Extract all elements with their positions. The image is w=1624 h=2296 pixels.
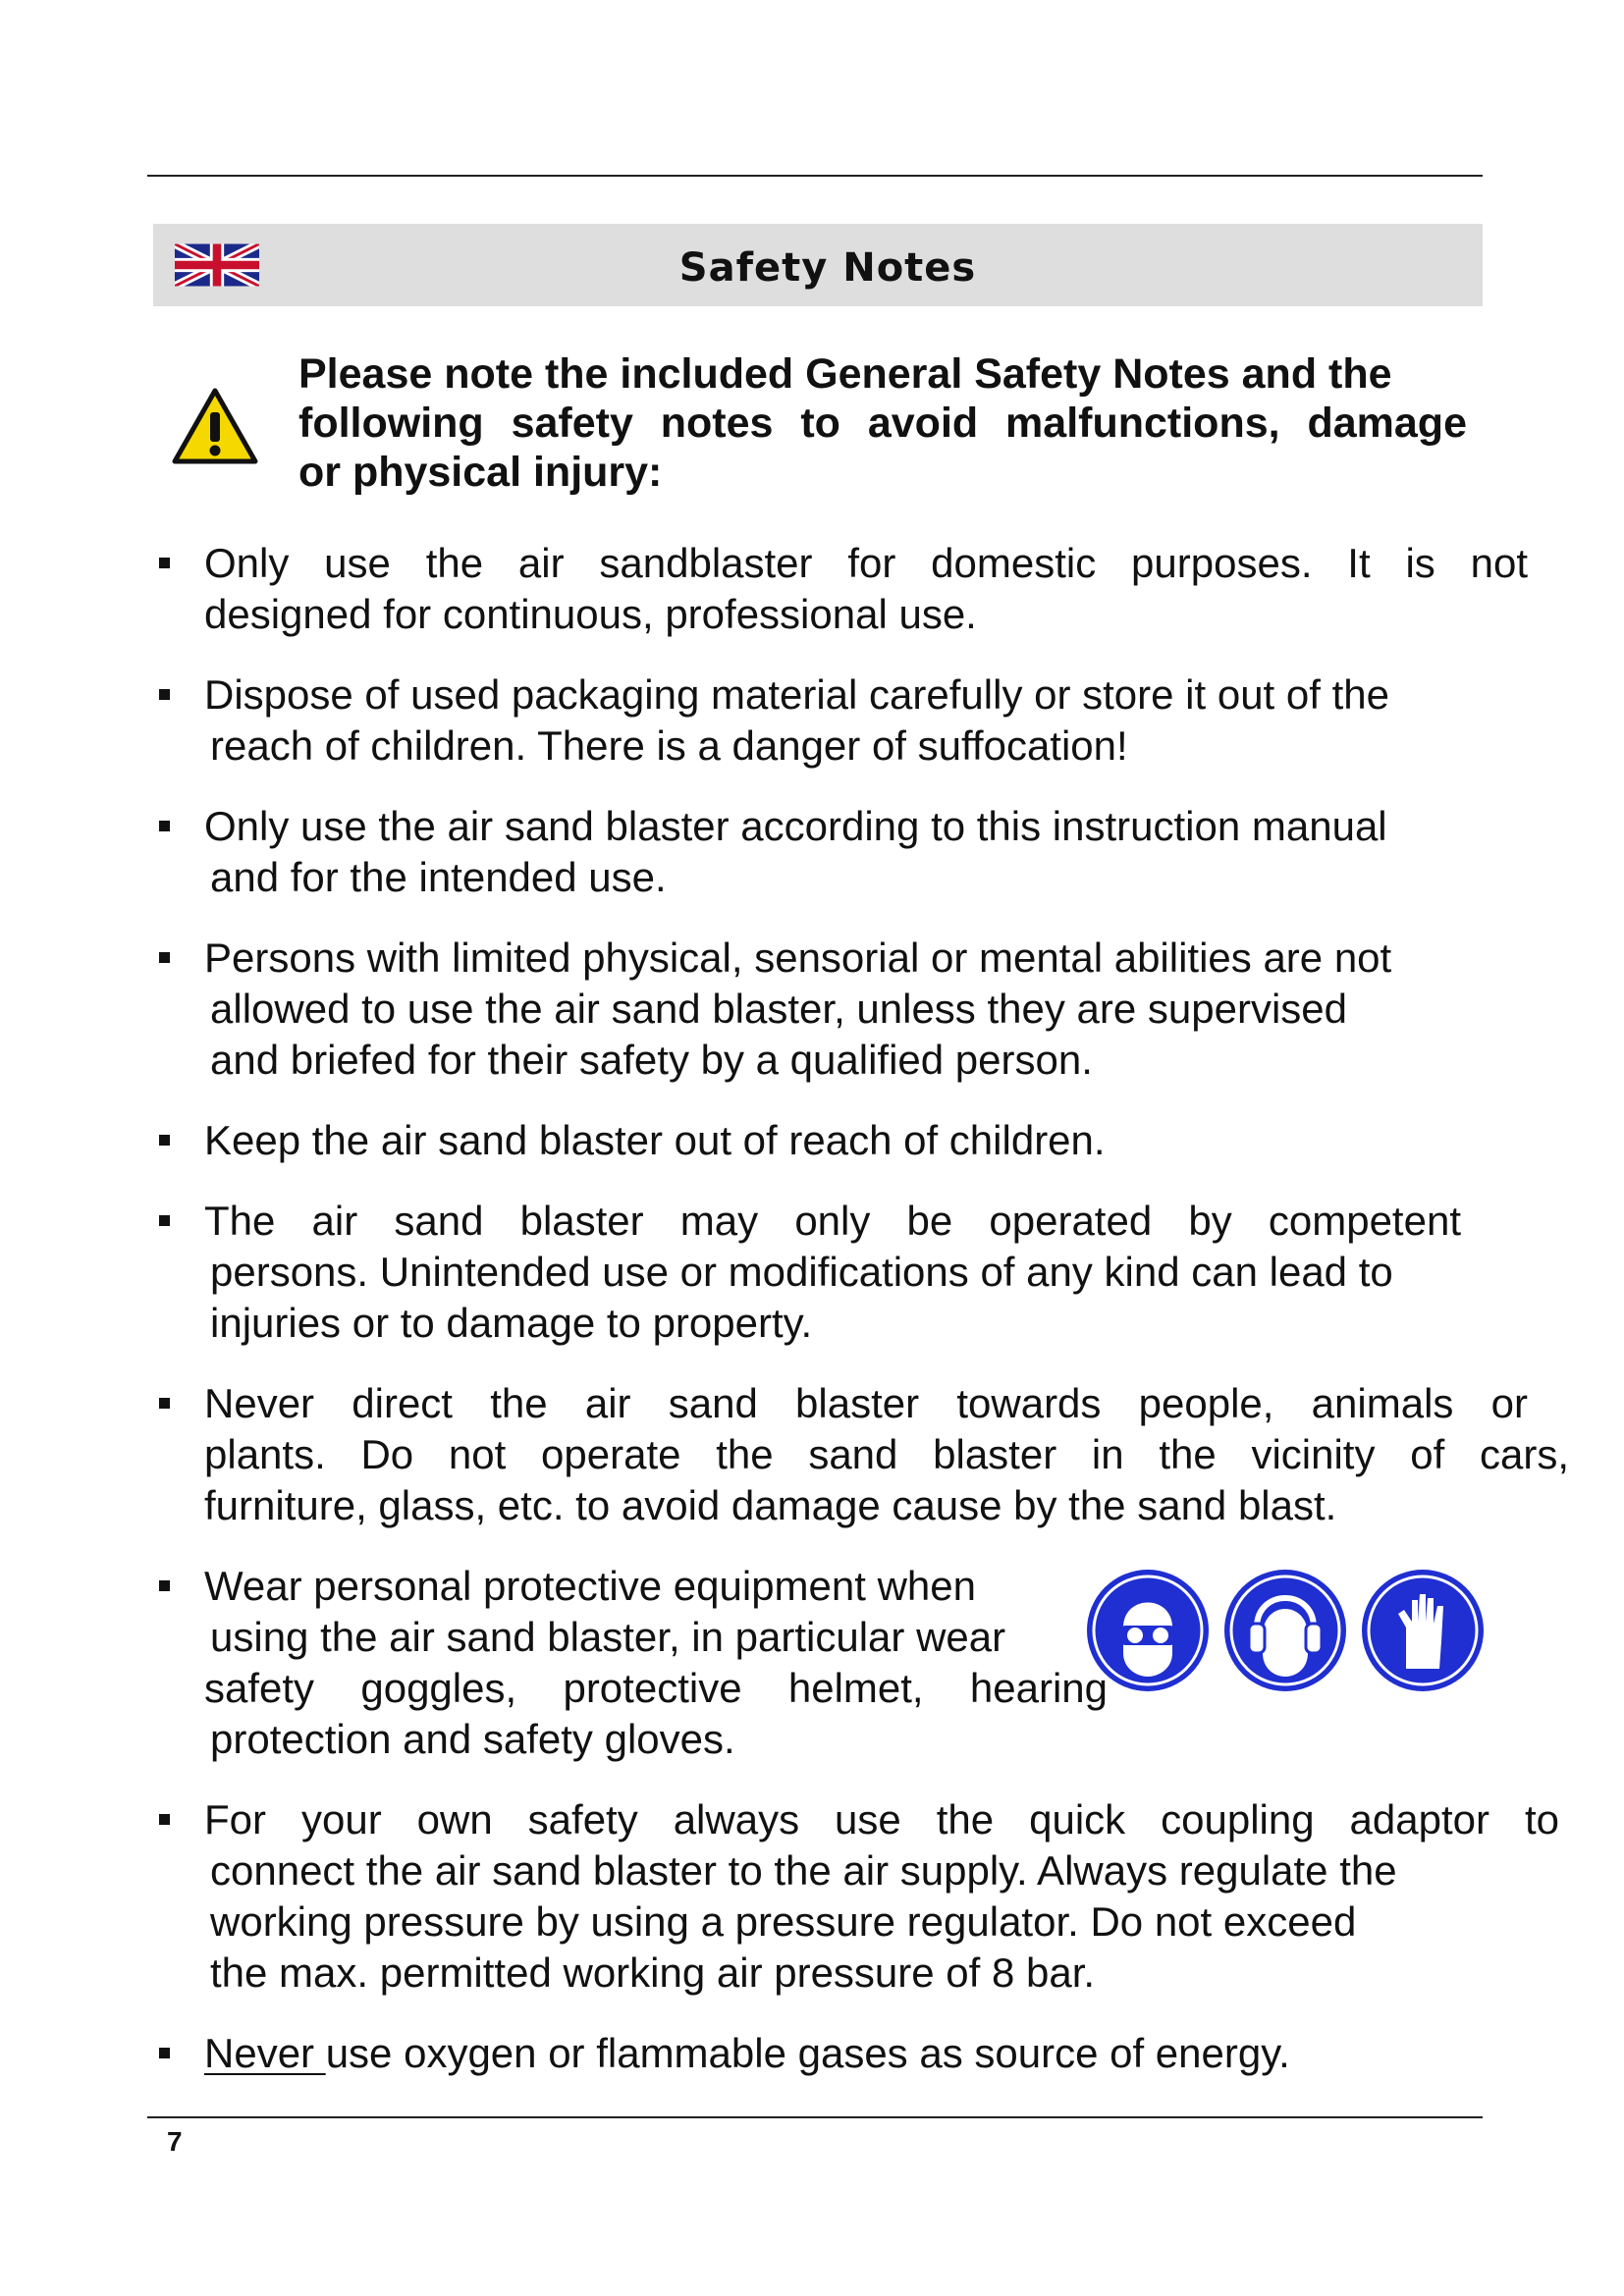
list-item-line: persons. Unintended use or modifications of any kind can lead to xyxy=(210,1249,1393,1295)
bullet-icon xyxy=(159,821,170,831)
list-item-line: the max. permitted working air pressure of 8 bar. xyxy=(210,1949,1096,1996)
bullet-icon xyxy=(159,1215,170,1226)
list-item-line: injuries or to damage to property. xyxy=(210,1300,813,1346)
list-item xyxy=(153,1115,1518,1166)
list-item-line: reach of children. There is a danger of suffocation! xyxy=(210,722,1128,769)
bullet-icon xyxy=(159,2048,170,2058)
list-item-line: safety goggles, protective helmet, hearing xyxy=(204,1665,1108,1711)
list-item-line: Only use the air sand blaster according to this instruction manual xyxy=(204,803,1387,849)
ppe-icons xyxy=(1084,1567,1489,1696)
list-item-line: connect the air sand blaster to the air supply. Always regulate the xyxy=(210,1847,1397,1894)
intro-line: Please note the included General Safety Notes and the xyxy=(298,350,1392,398)
list-item-line: and for the intended use. xyxy=(210,854,667,900)
list-item xyxy=(153,1561,1108,1765)
list-item-line: The air sand blaster may only be operated by competent xyxy=(204,1198,1461,1244)
list-item-line: Only use the air sandblaster for domestic purposes. It is not xyxy=(204,540,1528,586)
list-item xyxy=(153,933,1518,1086)
safety-list xyxy=(153,538,1569,2109)
bullet-icon xyxy=(159,1580,170,1591)
bullet-icon xyxy=(159,558,170,568)
list-item-line: Never direct the air sand blaster towards people, animals or xyxy=(204,1380,1528,1426)
list-item-line: furniture, glass, etc. to avoid damage cause by the sand blast. xyxy=(204,1482,1337,1528)
list-item xyxy=(153,1196,1461,1349)
list-item xyxy=(153,1378,1569,1531)
list-item xyxy=(153,2028,1518,2079)
list-item xyxy=(153,538,1528,640)
list-item-line xyxy=(204,2028,1518,2079)
gloves-required-icon xyxy=(1359,1567,1487,1694)
list-item-line: Dispose of used packaging material carefully or store it out of the xyxy=(204,671,1389,718)
list-item xyxy=(153,669,1518,772)
page-number: 7 xyxy=(167,2126,183,2157)
intro-line: or physical injury: xyxy=(298,449,663,496)
list-item xyxy=(153,1794,1559,1999)
intro-notice xyxy=(298,349,1487,497)
hearing-protection-required-icon xyxy=(1221,1567,1349,1694)
list-item-line: Persons with limited physical, sensorial or mental abilities are not xyxy=(204,934,1392,981)
list-item-line: and briefed for their safety by a qualified person. xyxy=(210,1037,1093,1083)
list-item-line: For your own safety always use the quick coupling adaptor to xyxy=(204,1796,1559,1842)
warning-triangle-icon xyxy=(171,387,259,465)
list-item-line: using the air sand blaster, in particular wear xyxy=(210,1614,1006,1660)
list-item-text: use oxygen or flammable gases as source of energy. xyxy=(325,2030,1290,2076)
list-item-line: designed for continuous, professional use. xyxy=(204,591,977,637)
bullet-icon xyxy=(159,952,170,963)
list-item xyxy=(153,801,1518,903)
list-item-line: Wear personal protective equipment when xyxy=(204,1563,977,1609)
list-item-line: protection and safety gloves. xyxy=(210,1716,735,1762)
bullet-icon xyxy=(159,1135,170,1146)
emphasis-never: Never xyxy=(204,2030,326,2076)
intro-line: following safety notes to avoid malfunctions, damage xyxy=(298,400,1467,447)
list-item-line: Keep the air sand blaster out of reach of children. xyxy=(204,1117,1106,1163)
section-header xyxy=(153,224,1483,306)
list-item-line: working pressure by using a pressure regulator. Do not exceed xyxy=(210,1898,1357,1945)
bottom-rule xyxy=(147,2116,1483,2118)
list-item-line: allowed to use the air sand blaster, unless they are supervised xyxy=(210,986,1348,1032)
top-rule xyxy=(147,175,1483,177)
bullet-icon xyxy=(159,1398,170,1409)
list-item-line: plants. Do not operate the sand blaster in the vicinity of cars, xyxy=(204,1431,1569,1477)
bullet-icon xyxy=(159,689,170,700)
bullet-icon xyxy=(159,1814,170,1825)
goggles-required-icon xyxy=(1084,1567,1212,1694)
page-title: Safety Notes xyxy=(678,245,977,291)
